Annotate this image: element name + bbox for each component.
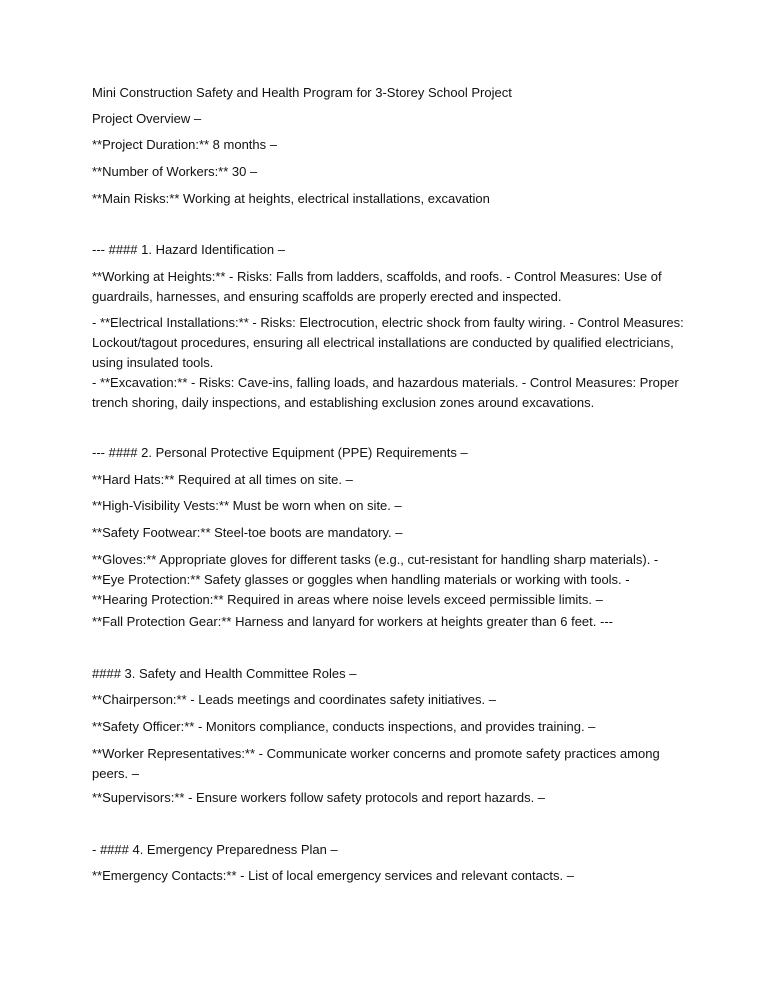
fall-protection-line: **Fall Protection Gear:** Harness and lanyard for workers at heights greater than 6 feet. ---: [92, 614, 613, 629]
committee-roles-heading: #### 3. Safety and Health Committee Roles –: [92, 666, 357, 681]
safety-footwear-line: **Safety Footwear:** Steel-toe boots are mandatory. –: [92, 525, 403, 540]
safety-officer-line: **Safety Officer:** - Monitors compliance, conducts inspections, and provides training. –: [92, 719, 596, 734]
supervisors-line: **Supervisors:** - Ensure workers follow safety protocols and report hazards. –: [92, 790, 546, 805]
electrical-installations-paragraph: - **Electrical Installations:** - Risks: Electrocution, electric shock from faulty wiring. - Control Measures: Lockout/tagout procedures, ensuring all electrical installations are conducted by qualified electricians, using insulated tools.: [92, 315, 684, 370]
number-of-workers-line: **Number of Workers:** 30 –: [92, 164, 258, 179]
worker-representatives-paragraph: **Worker Representatives:** - Communicate worker concerns and promote safety practices among peers. –: [92, 746, 660, 781]
excavation-paragraph: - **Excavation:** - Risks: Cave-ins, falling loads, and hazardous materials. - Control Measures: Proper trench shoring, daily inspections, and establishing exclusion zones around excavations.: [92, 375, 679, 410]
chairperson-line: **Chairperson:** - Leads meetings and coordinates safety initiatives. –: [92, 692, 496, 707]
hazard-identification-heading: --- #### 1. Hazard Identification –: [92, 242, 285, 257]
working-at-heights-paragraph: **Working at Heights:** - Risks: Falls from ladders, scaffolds, and roofs. - Control Measures: Use of guardrails, harnesses, and ensuring scaffolds are properly erected and inspected.: [92, 269, 662, 304]
emergency-contacts-line: **Emergency Contacts:** - List of local emergency services and relevant contacts. –: [92, 868, 574, 883]
gloves-eye-hearing-paragraph: **Gloves:** Appropriate gloves for different tasks (e.g., cut-resistant for handling sharp materials). - **Eye Protection:** Safety glasses or goggles when handling materials or working with tools. - **Hearing Protection:** Required in areas where noise levels exceed permissible limits. –: [92, 552, 659, 607]
project-duration-line: **Project Duration:** 8 months –: [92, 137, 277, 152]
high-visibility-vests-line: **High-Visibility Vests:** Must be worn when on site. –: [92, 498, 402, 513]
main-risks-line: **Main Risks:** Working at heights, electrical installations, excavation: [92, 191, 490, 206]
hard-hats-line: **Hard Hats:** Required at all times on site. –: [92, 472, 353, 487]
document-title: Mini Construction Safety and Health Program for 3-Storey School Project: [92, 85, 512, 100]
emergency-preparedness-heading: - #### 4. Emergency Preparedness Plan –: [92, 842, 338, 857]
project-overview-heading: Project Overview –: [92, 111, 202, 126]
ppe-requirements-heading: --- #### 2. Personal Protective Equipment (PPE) Requirements –: [92, 445, 468, 460]
